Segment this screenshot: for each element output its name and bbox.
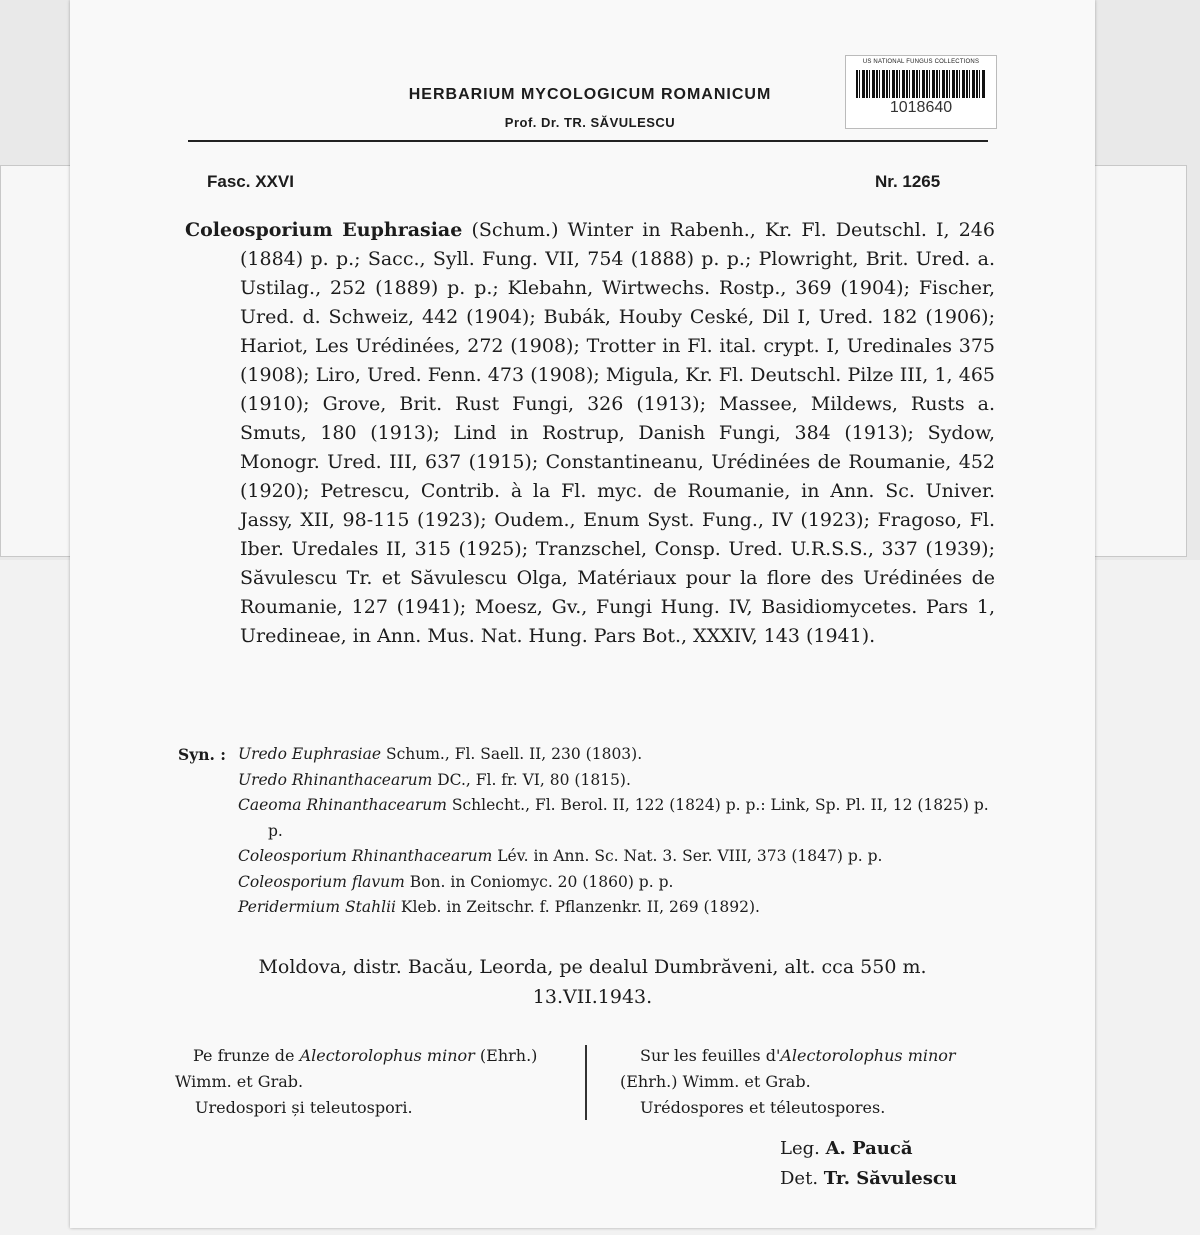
- synonym-item: [238, 742, 1008, 768]
- synonyms-list: [238, 742, 1008, 921]
- barcode-number: 1018640: [889, 99, 953, 116]
- header-rule: [188, 140, 988, 142]
- synonym-item: [238, 870, 1008, 896]
- host-ro-author: (Ehrh.): [479, 1046, 538, 1065]
- synonym-item: [238, 844, 1008, 870]
- host-fr-prefix: Sur les feuilles d': [640, 1046, 781, 1065]
- host-fr-spores: Urédospores et téleutospores.: [640, 1098, 886, 1117]
- host-romanian: [175, 1043, 575, 1121]
- collector-name: A. Paucă: [825, 1138, 913, 1159]
- host-ro-name: Alectorolophus minor: [299, 1046, 475, 1065]
- collection-date: 13.VII.1943.: [532, 986, 653, 1008]
- synonym-name: Coleosporium Rhinanthacearum: [238, 847, 493, 865]
- synonym-item: [238, 895, 1008, 921]
- determiner-name: Tr. Săvulescu: [823, 1168, 957, 1189]
- synonym-reference: Bon. in Coniomyc. 20 (1860) p. p.: [409, 872, 674, 891]
- fascicle-number: Fasc. XXVI: [207, 172, 294, 191]
- determiner-label: Det.: [780, 1168, 819, 1189]
- collector-label: Leg.: [780, 1138, 820, 1159]
- herbarium-title: HERBARIUM MYCOLOGICUM ROMANICUM: [408, 86, 772, 103]
- specimen-label: [70, 0, 1095, 1228]
- synonym-name: Peridermium Stahlii: [238, 898, 396, 916]
- host-ro-authority: Wimm. et Grab.: [175, 1072, 304, 1091]
- host-ro-prefix: Pe frunze de: [193, 1046, 295, 1065]
- synonym-reference: Kleb. in Zeitschr. f. Pflanzenkr. II, 269 (1892).: [400, 898, 760, 916]
- host-fr-authority: (Ehrh.) Wimm. et Grab.: [620, 1072, 811, 1091]
- locality-text: Moldova, distr. Bacău, Leorda, pe dealul Dumbrăveni, alt. cca 550 m.: [258, 956, 927, 978]
- host-ro-spores: Uredospori și teleutospori.: [195, 1098, 413, 1117]
- collector-line: [780, 1138, 913, 1159]
- column-divider: [585, 1045, 587, 1120]
- barcode-label: [845, 55, 997, 129]
- citation-text: (Schum.) Winter in Rabenh., Kr. Fl. Deutschl. I, 246 (1884) p. p.; Sacc., Syll. Fung. VII, 754 (1888) p. p.; Plowright, Brit. Ured. a. Ustilag., 252 (1889) p. p.; Klebahn, Wirtwechs. Rostp., 369 (1904); Fischer, Ured. d. Schweiz, 442 (1904); Bubák, Houby Ceské, Dil I, Ured. 182 (1906); Hariot, Les Urédinées, 272 (1908); Trotter in Fl. ital. crypt. I, Uredinales 375 (1908); Liro, Ured. Fenn. 473 (1908); Migula, Kr. Fl. Deutschl. Pilze III, 1, 465 (1910); Grove, Brit. Rust Fungi, 326 (1913); Massee, Mildews, Rusts a. Smuts, 180 (1913); Lind in Rostrup, Danish Fungi, 384 (1913); Sydow, Monogr. Ured. III, 637 (1915); Constantineanu, Urédinées de Roumanie, 452 (1920); Petrescu, Contrib. à la Fl. myc. de Roumanie, in Ann. Sc. Univer. Jassy, XII, 98-115 (1923); Oudem., Enum Syst. Fung., IV (1923); Fragoso, Fl. Iber. Uredales II, 315 (1925); Tranzschel, Consp. Ured. U.R.S.S., 337 (1939); Săvulescu Tr. et Săvulescu Olga, Matériaux pour la flore des Urédinées de Roumanie, 127 (1941); Moesz, Gv., Fungi Hung. IV, Basidiomycetes. Pars 1, Uredineae, in Ann. Mus. Nat. Hung. Pars Bot., XXXIV, 143 (1941).: [240, 219, 995, 647]
- host-french: [620, 1043, 1015, 1121]
- host-fr-name: Alectorolophus minor: [780, 1046, 956, 1065]
- species-name: Coleosporium Euphrasiae: [185, 219, 463, 241]
- synonym-reference: Schum., Fl. Saell. II, 230 (1803).: [385, 745, 643, 763]
- synonym-reference: Lév. in Ann. Sc. Nat. 3. Ser. VIII, 373 (1847) p. p.: [497, 847, 883, 865]
- collection-locality: [185, 952, 1000, 1012]
- synonym-name: Uredo Euphrasiae: [238, 745, 382, 763]
- synonym-reference: Schlecht., Fl. Berol. II, 122 (1824) p. p.: Link, Sp. Pl. II, 12 (1825) p. p.: [268, 796, 989, 840]
- species-citation: [185, 216, 995, 651]
- synonym-reference: DC., Fl. fr. VI, 80 (1815).: [437, 770, 631, 789]
- synonym-name: Caeoma Rhinanthacearum: [238, 796, 447, 814]
- specimen-number: Nr. 1265: [875, 172, 941, 191]
- barcode-icon: [856, 70, 986, 98]
- barcode-caption: US NATIONAL FUNGUS COLLECTIONS: [862, 59, 980, 65]
- synonym-item: [238, 768, 1008, 794]
- synonyms-label: Syn. :: [178, 745, 226, 764]
- determiner-line: [780, 1168, 957, 1189]
- synonym-item: [238, 793, 1008, 844]
- synonym-name: Uredo Rhinanthacearum: [238, 770, 433, 789]
- synonym-name: Coleosporium flavum: [238, 872, 405, 891]
- herbarium-subtitle: Prof. Dr. TR. SĂVULESCU: [504, 115, 676, 130]
